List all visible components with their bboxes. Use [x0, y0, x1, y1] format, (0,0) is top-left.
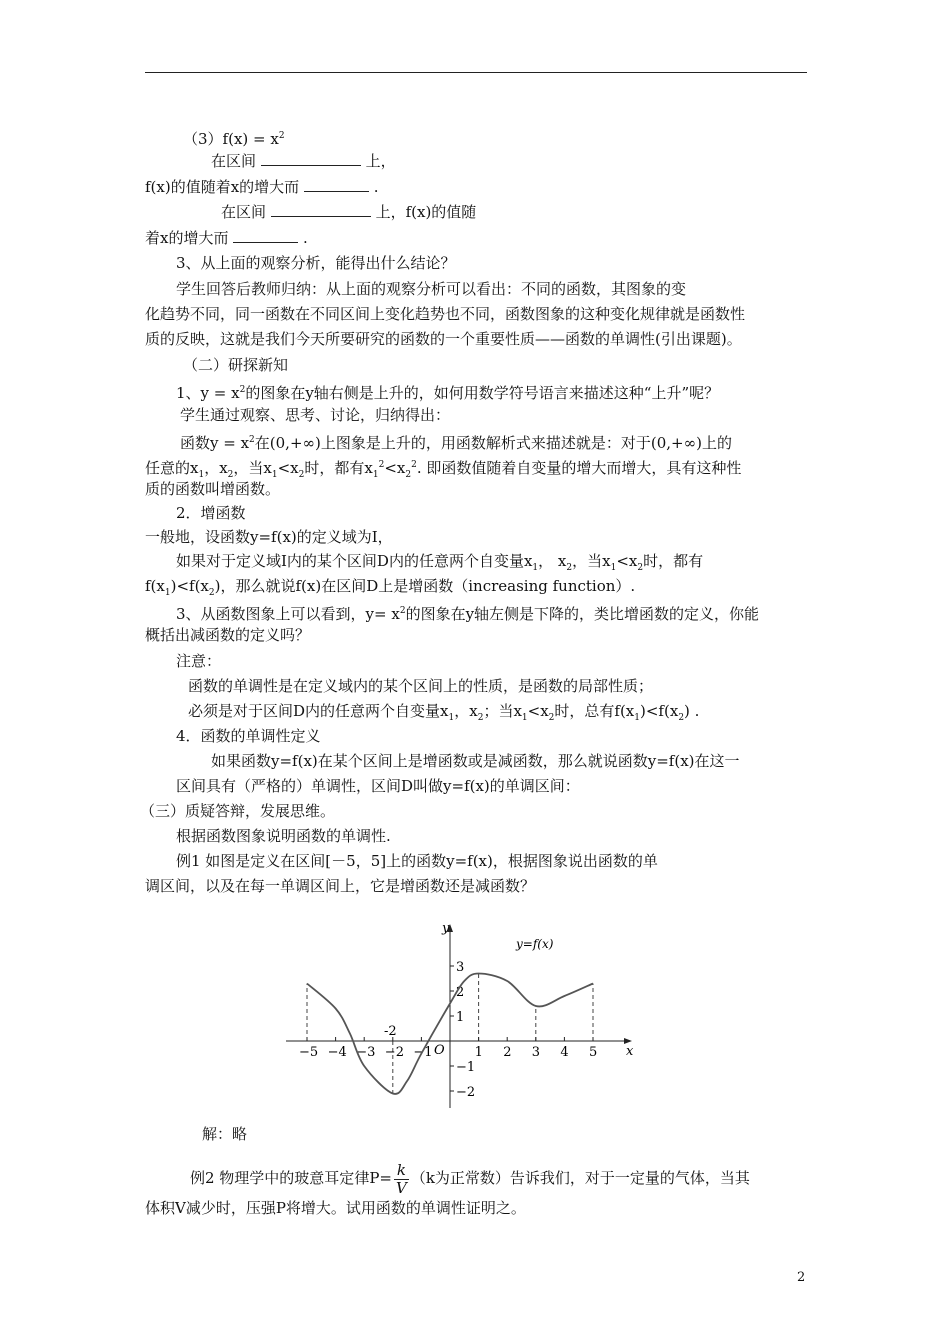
x-axis-label: x [626, 1044, 634, 1059]
line-l21: 概括出减函数的定义吗？ [145, 626, 311, 644]
line-l25: 4．函数的单调性定义 [176, 727, 321, 745]
x-tick-label: −4 [327, 1045, 347, 1060]
line-l20: 3、从函数图象上可以看到，$y= x^2$的图象在y轴左侧是下降的，类比增函数的定义，你能 [176, 605, 760, 623]
line-l15: 质的函数叫增函数。 [145, 480, 281, 498]
line-l5: 着x的增大而 . [145, 229, 308, 247]
line-l31: 调区间，以及在每一单调区间上，它是增函数还是减函数？ [145, 877, 536, 895]
fraction-k-over-V: $\frac{k}{V}$ [395, 1160, 407, 1197]
line-l9: 质的反映，这就是我们今天所要研究的函数的一个重要性质——函数的单调性(引出课题)。 [145, 330, 742, 348]
line-l4: 在区间 上，f(x)的值随 [221, 203, 477, 221]
line-l29: 根据函数图象说明函数的单调性. [176, 827, 391, 845]
x-tick-label: 5 [589, 1045, 598, 1060]
function-graph [280, 918, 650, 1118]
line-l22: 注意： [176, 652, 222, 670]
line-l6: 3、从上面的观察分析，能得出什么结论？ [176, 254, 456, 272]
fill-blank-1[interactable] [261, 151, 361, 166]
section-heading-3: （三）质疑答辩，发展思维。 [140, 802, 336, 820]
x-tick-label: 2 [503, 1045, 512, 1060]
line-l24: 必须是对于区间D内的任意两个自变量$x_1$，$x_2$；当$x_1<x_2$时，总有$f(x_1)<f(x_2)$ . [188, 702, 700, 723]
line-l11: 1、$y = x^2$的图象在y轴右侧是上升的，如何用数学符号语言来描述这种“上升”呢？ [176, 384, 720, 402]
x-tick-label: −2 [384, 1045, 404, 1060]
line-l12: 学生通过观察、思考、讨论，归纳得出： [180, 406, 451, 424]
section-heading-2: （二）研探新知 [183, 356, 289, 374]
y-tick-label: −1 [456, 1060, 476, 1075]
line-l19: $f(x_1)<f(x_2)$，那么就说f(x)在区间D上是增函数（increasing function）. [145, 577, 636, 598]
x-tick-label: 3 [531, 1045, 541, 1060]
header-rule [145, 72, 807, 73]
x-tick-label: −5 [299, 1045, 319, 1060]
x-tick-label: 1 [474, 1045, 483, 1060]
x-tick-label: 4 [560, 1045, 569, 1060]
line-l32: 解：略 [202, 1125, 248, 1143]
line-l14: 任意的$x_1$，$x_2$，当$x_1<x_2$时，都有$x_1^2<x_2^2$. 即函数值随着自变量的增大而增大，具有这种性 [145, 459, 742, 480]
line-l16: 2．增函数 [176, 504, 246, 522]
line-l27: 区间具有（严格的）单调性，区间D叫做y=f(x)的单调区间： [176, 777, 580, 795]
y-tick-label: 3 [456, 960, 465, 975]
minimum-annotation: -2 [384, 1024, 397, 1039]
line-l8: 化趋势不同，同一函数在不同区间上变化趋势也不同，函数图象的这种变化规律就是函数性 [145, 305, 746, 323]
function-label: y=f(x) [516, 937, 554, 951]
line-l13: 函数$y = x^2$在(0,+∞)上图象是上升的，用函数解析式来描述就是：对于(0,+∞)上的 [180, 434, 732, 452]
line-l33: 例2 物理学中的玻意耳定律P= $\frac{k}{V}$ （k为正常数）告诉我们，对于一定量的气体，当其 [190, 1160, 750, 1197]
line-l7: 学生回答后教师归纳：从上面的观察分析可以看出：不同的函数，其图象的变 [176, 280, 687, 298]
page-number: 2 [797, 1270, 806, 1285]
fill-blank-3[interactable] [271, 202, 371, 217]
y-tick-label: −2 [456, 1085, 476, 1100]
origin-label: O [434, 1043, 445, 1058]
x-tick-label: −3 [356, 1045, 376, 1060]
line-l23: 函数的单调性是在定义域内的某个区间上的性质，是函数的局部性质； [188, 677, 654, 695]
line-l34: 体积V减少时，压强P将增大。试用函数的单调性证明之。 [145, 1199, 526, 1217]
x-tick-label: −1 [413, 1045, 433, 1060]
line-l18: 如果对于定义域I内的某个区间D内的任意两个自变量$x_1$， $x_2$，当$x_1<x_2$时，都有 [176, 552, 704, 573]
line-l3: f(x)的值随着x的增大而 . [145, 178, 379, 196]
line-l30: 例1 如图是定义在区间[－5，5]上的函数y=f(x)，根据图象说出函数的单 [176, 852, 658, 870]
line-l2: 在区间 上， [211, 152, 396, 170]
y-axis-label: y [442, 921, 450, 936]
line-l17: 一般地，设函数y=f(x)的定义域为I， [145, 528, 393, 546]
y-tick-label: 2 [456, 985, 465, 1000]
fill-blank-4[interactable] [233, 228, 298, 243]
y-tick-label: 1 [456, 1010, 465, 1025]
fill-blank-2[interactable] [304, 177, 369, 192]
line-l26: 如果函数y=f(x)在某个区间上是增函数或是减函数，那么就说函数y=f(x)在这一 [211, 752, 740, 770]
line-l1: $(3)f(x) = x^2$ [183, 130, 285, 148]
